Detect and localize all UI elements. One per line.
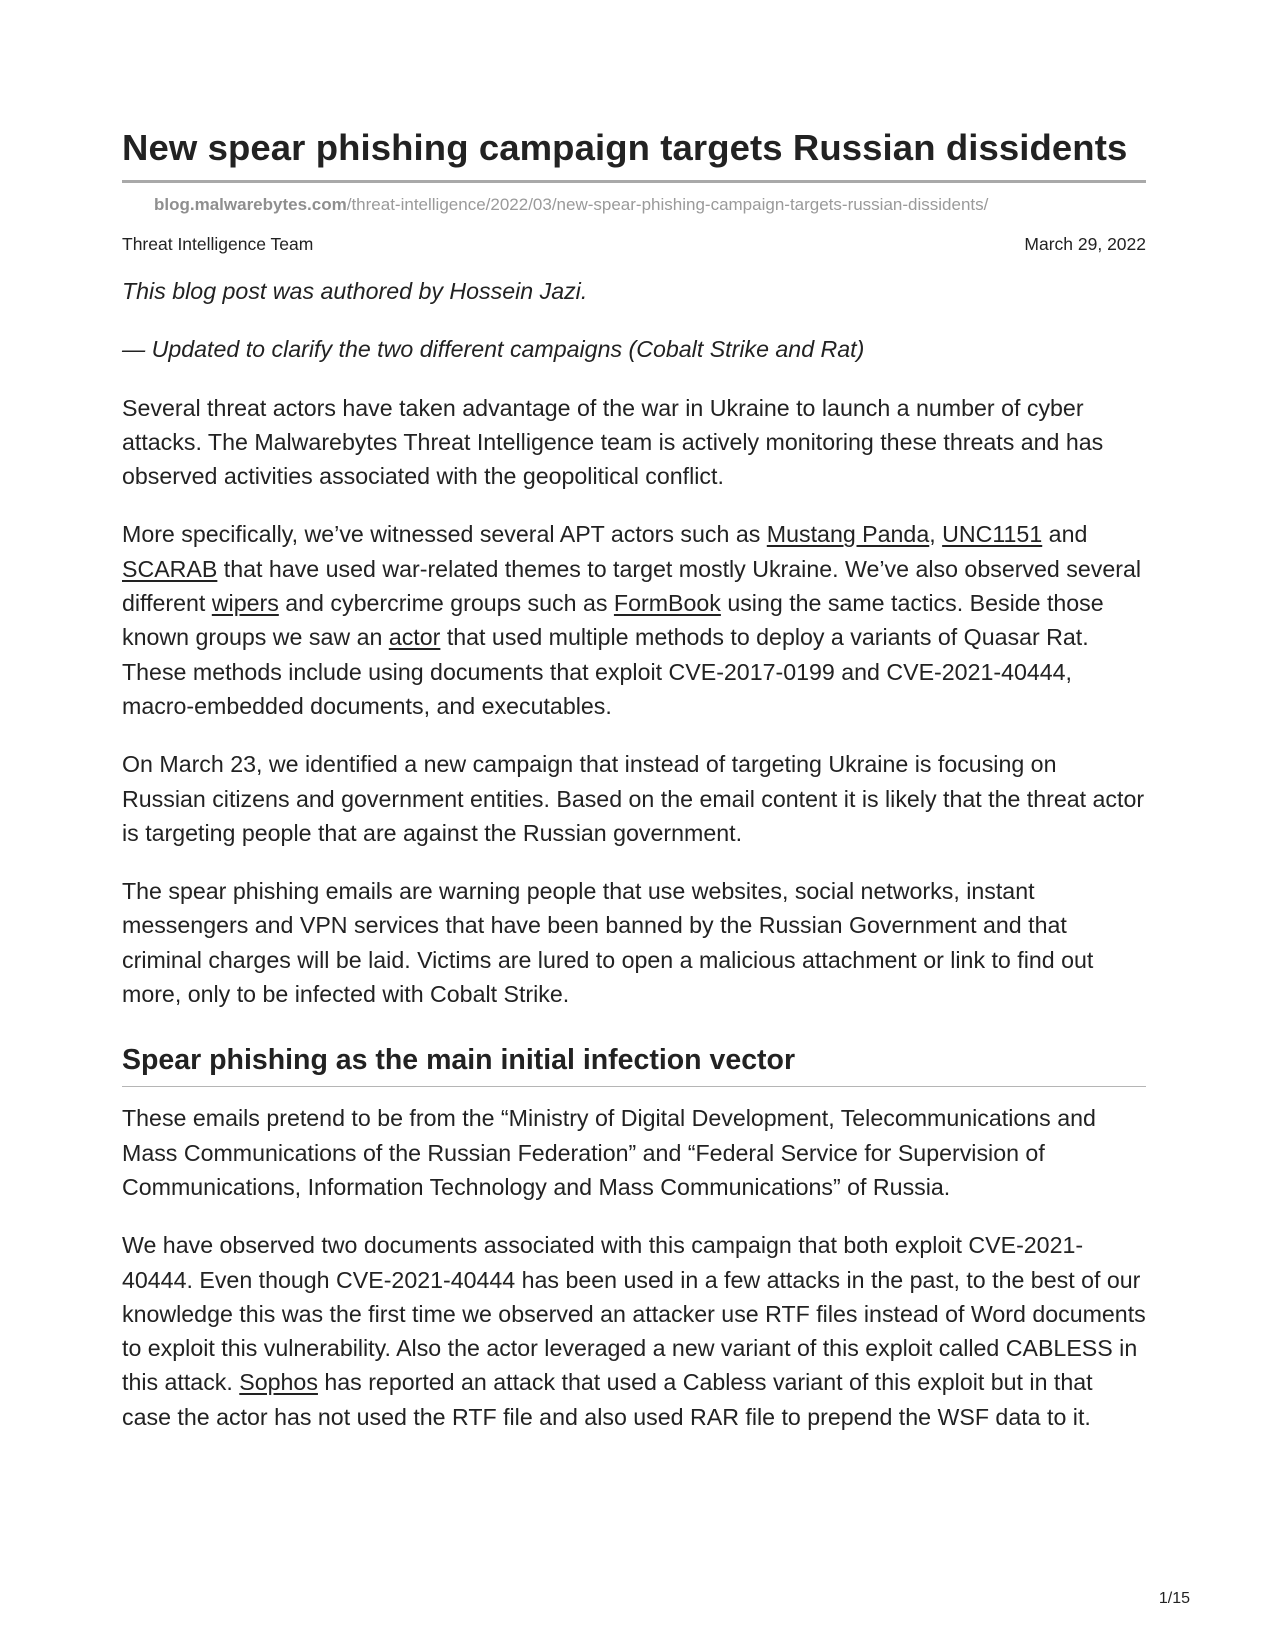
source-domain: blog.malwarebytes.com [154,195,347,214]
paragraph-text: , [929,521,943,548]
source-path: /threat-intelligence/2022/03/new-spear-phishing-campaign-targets-russian-dissidents/ [346,195,989,214]
page-number: 1/15 [1158,1590,1190,1607]
paragraph-6 [122,1228,1146,1434]
link-unc1151[interactable]: UNC1151 [942,521,1043,548]
paragraph-text: and cybercrime groups such as [278,590,614,617]
byline-note: This blog post was authored by Hossein Jazi. [122,278,588,304]
section-divider [122,1086,1146,1087]
link-formbook[interactable]: FormBook [613,590,721,617]
publish-date: March 29, 2022 [1024,234,1146,254]
link-wipers[interactable]: wipers [211,590,279,617]
section-heading: Spear phishing as the main initial infection vector [122,1044,796,1077]
paragraph-3: On March 23, we identified a new campaign that instead of targeting Ukraine is focusing on Russian citizens and government entities. Based on the email content it is likely that the threat actor is targeting people that are against the Russian government. [122,751,1145,846]
paragraph-2 [122,517,1146,723]
paragraph-text: has reported an attack that used a Cabless variant of this exploit but in that case the actor has not used the RTF file and also used RAR file to prepend the WSF data to it. [122,1369,1093,1430]
paragraph-text: that used multiple methods to deploy a variants of Quasar Rat. These methods include using documents that exploit CVE-2017-0199 and CVE-2021-40444, macro-embedded documents, and executables. [122,624,1089,719]
paragraph-text: More specifically, we’ve witnessed several APT actors such as [122,521,767,548]
paragraph-1: Several threat actors have taken advantage of the war in Ukraine to launch a number of cyber attacks. The Malwarebytes Threat Intelligence team is actively monitoring these threats and has observed activities associated with the geopolitical conflict. [122,394,1104,490]
article [122,124,1146,1434]
paragraph-text: and [1042,521,1088,548]
title-divider [122,180,1146,183]
author: Threat Intelligence Team [122,234,314,254]
link-actor[interactable]: actor [388,624,441,651]
link-sophos[interactable]: Sophos [239,1369,318,1396]
paragraph-text: using the same tactics. Beside those known groups we saw an [122,590,1104,651]
article-title: New spear phishing campaign targets Russian dissidents [122,127,1128,168]
link-scarab[interactable]: SCARAB [122,555,218,582]
article-meta [122,233,1146,255]
paragraph-text: We have observed two documents associated with this campaign that both exploit CVE-2021-40444. Even though CVE-2021-40444 has been used in a few attacks in the past, to the best of our knowledge this was the first time we observed an attacker use RTF files instead of Word documents to exploit this vulnerability. Also the actor leveraged a new variant of this exploit called CABLESS in this attack. [122,1232,1146,1396]
paragraph-text: that have used war-related themes to target mostly Ukraine. We’ve also observed several different [122,555,1142,617]
source-url[interactable] [154,194,1146,216]
paragraph-4: The spear phishing emails are warning people that use websites, social networks, instant messengers and VPN services that have been banned by the Russian Government and that criminal charges will be laid. Victims are lured to open a malicious attachment or link to find out more, only to be infected with Cobalt Strike. [122,878,1094,1008]
paragraph-5: These emails pretend to be from the “Ministry of Digital Development, Telecommunications and Mass Communications of the Russian Federation” and “Federal Service for Supervision of Communications, Information Technology and Mass Communications” of Russia. [122,1105,1096,1200]
update-note: — Updated to clarify the two different campaigns (Cobalt Strike and Rat) [122,336,865,363]
link-mustang-panda[interactable]: Mustang Panda [766,521,930,548]
